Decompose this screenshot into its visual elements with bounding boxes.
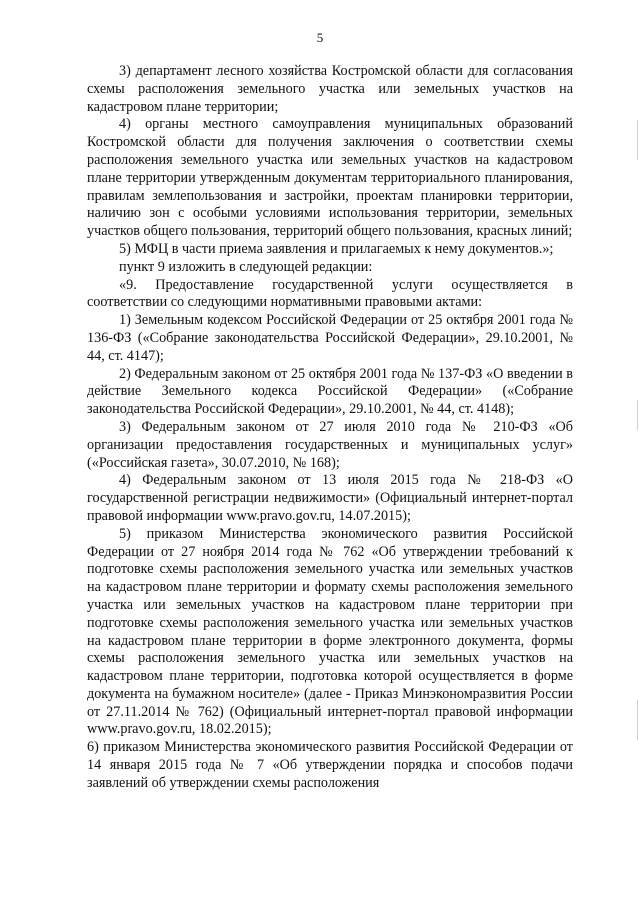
document-body: [87, 63, 573, 793]
paragraph-act-2-law-137: 2) Федеральным законом от 25 октября 2001 года № 137-ФЗ «О введении в действие Земельного кодекса Российской Федерации» («Собрание законодательства Российской Федерации», 29.10.2001, № 44, ст. 4148);: [87, 365, 573, 418]
paragraph-amend-point-9: пункт 9 изложить в следующей редакции:: [119, 258, 373, 275]
scan-edge-mark: [637, 120, 638, 160]
paragraph-act-4-law-218: 4) Федеральным законом от 13 июля 2015 года № 218-ФЗ «О государственной регистрации недвижимости» (Официальный интернет-портал правовой информации www.pravo.gov.ru, 14.07.2015);: [87, 472, 573, 524]
paragraph-act-1-land-code: 1) Земельным кодексом Российской Федерации от 25 октября 2001 года № 136-ФЗ («Собрание законодательства Российской Федерации», 29.10.2001, № 44, ст. 4147);: [87, 312, 573, 364]
scan-edge-mark: [637, 700, 638, 740]
paragraph-item-5-mfc: 5) МФЦ в части приема заявления и прилагаемых к нему документов.»;: [119, 240, 554, 257]
page-number: 5: [316, 30, 324, 45]
paragraph-act-5-order-762: 5) приказом Министерства экономического развития Российской Федерации от 27 ноября 2014 года № 762 «Об утверждении требований к подготовке схемы расположения земельного участка или земельных участков на кадастровом плане территории и формату схемы расположения земельного участка или земельных участков на кадастровом плане территории при подготовке схемы расположения земельного участка или земельных участков на кадастровом плане территории в форме электронного документа, формы схемы расположения земельного участка или земельных участков на кадастровом плане территории, подготовка которой осуществляется в форме документа на бумажном носителе» (далее - Приказ Минэкономразвития России от 27.11.2014 № 762) (Официальный интернет-портал правовой информации www.pravo.gov.ru, 18.02.2015);: [87, 525, 573, 738]
paragraph-act-3-law-210: 3) Федеральным законом от 27 июля 2010 года № 210-ФЗ «Об организации предоставления государственных и муниципальных услуг» («Российская газета», 30.07.2010, № 168);: [87, 418, 573, 471]
paragraph-point-9-intro: «9. Предоставление государственной услуги осуществляется в соответствии со следующими нормативными правовыми актами:: [87, 276, 573, 311]
paragraph-act-6-order-7: 6) приказом Министерства экономического развития Российской Федерации от 14 января 2015 года № 7 «Об утверждении порядка и способов подачи заявлений об утверждении схемы расположения: [87, 739, 573, 791]
paragraph-item-4-local-authorities: 4) органы местного самоуправления муниципальных образований Костромской области для получения заключения о соответствии схемы расположения земельного участка или земельных участков на кадастровом плане территории утвержденным документам территориального планирования, правилам землепользования и застройки, проектам планировки территории, наличию зон с особыми условиями использования территории, земельных участков общего пользования, территорий общего пользования, красных линий;: [87, 116, 573, 240]
scan-edge-mark: [637, 400, 638, 430]
paragraph-item-3-forestry: 3) департамент лесного хозяйства Костромской области для согласования схемы расположения земельного участка или земельных участков на кадастровом плане территории;: [87, 63, 573, 115]
